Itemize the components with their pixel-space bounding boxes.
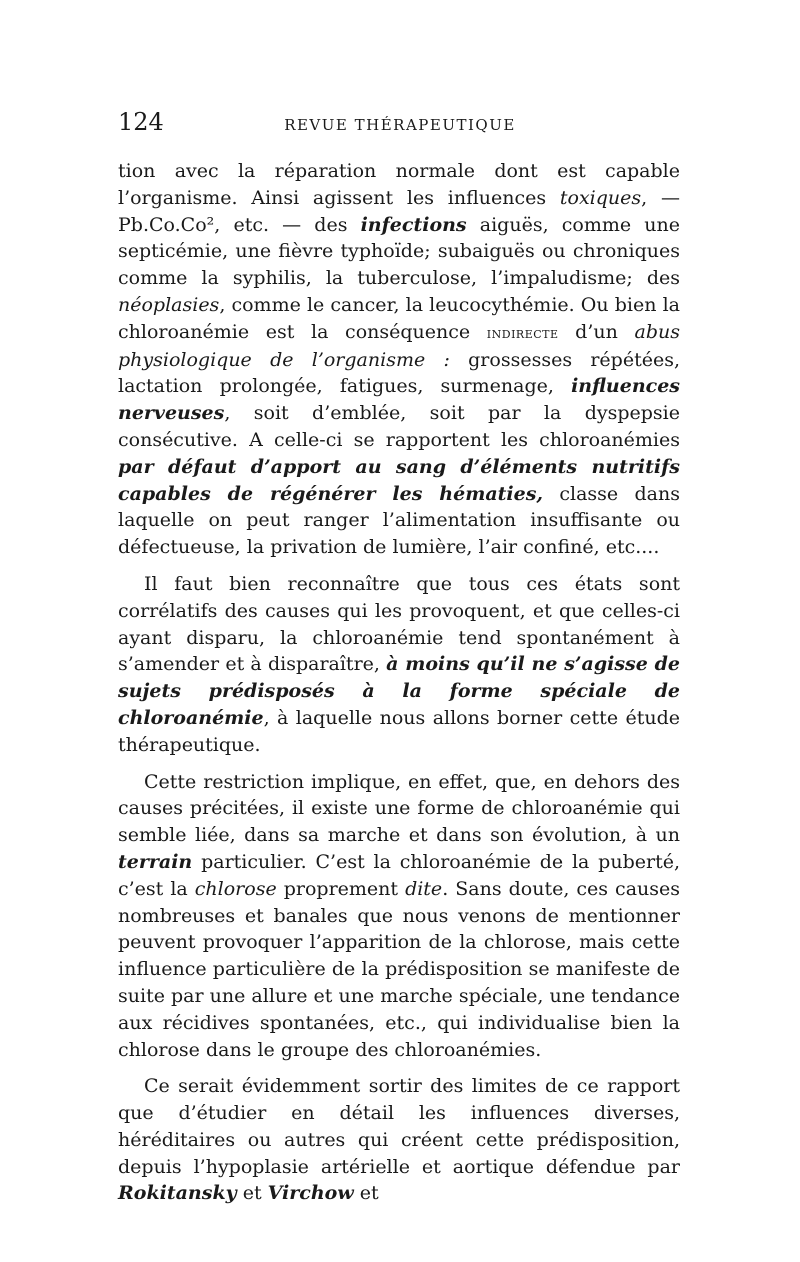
text-run: proprement: [276, 877, 406, 900]
text-run: par défaut d’apport au sang d’éléments nutritifs capables de régénérer les hématies,: [118, 455, 680, 505]
running-head: [118, 108, 680, 148]
text-run: Cette restriction implique, en effet, que, en dehors des causes précitées, il existe une forme de chloroanémie qui semble liée, dans sa marche et dans son évolution, à un: [118, 770, 680, 847]
text-run: indirecte: [486, 323, 559, 342]
text-run: d’un: [558, 320, 635, 343]
text-run: dite: [405, 877, 443, 900]
text-run: particulier. C’est la chloroanémie de la puberté, c’est la: [118, 850, 680, 900]
paragraph: [118, 571, 680, 759]
page-number: 124: [118, 108, 164, 136]
text-run: , à laquelle nous allons borner cette étude thérapeutique.: [118, 706, 680, 756]
text-run: , soit d’emblée, soit par la dyspepsie consécutive. A celle-ci se rapportent les chloroanémies: [118, 402, 680, 451]
text-run: néoplasies: [118, 293, 220, 316]
text-run: Rokitansky: [118, 1182, 237, 1205]
text-run: classe dans laquelle on peut ranger l’alimentation insuffisante ou défectueuse, la privation de lumière, l’air confiné, etc....: [118, 482, 680, 559]
running-title: REVUE THÉRAPEUTIQUE: [284, 116, 516, 134]
text-run: grossesses répétées, lactation prolongée, fatigues, surmenage,: [118, 348, 680, 398]
text-run: terrain: [118, 850, 193, 873]
text-run: tion avec la réparation normale dont est capable l’organisme. Ainsi agissent les influences: [118, 160, 680, 209]
text-run: Il faut bien reconnaître que tous ces états sont corrélatifs des causes qui les provoquent, et que celles-ci ayant disparu, la chloroanémie tend spontanément à s’amender et à disparaître,: [118, 572, 680, 676]
text-run: toxiques: [559, 186, 642, 209]
document-page: [118, 108, 680, 1217]
text-run: et: [353, 1182, 379, 1205]
text-run: infections: [360, 213, 467, 236]
text-run: , comme le cancer, la leucocythémie. Ou bien la chloroanémie est la conséquence: [118, 293, 680, 343]
text-run: , — Pb.Co.Co², etc. — des: [118, 186, 680, 236]
paragraph: [118, 158, 680, 561]
paragraph: [118, 1073, 680, 1207]
text-run: influences nerveuses: [118, 375, 680, 425]
text-run: abus physiologique de l’organisme :: [118, 320, 680, 371]
text-run: Ce serait évidemment sortir des limites de ce rapport que d’étudier en détail les influences diverses, héréditaires ou autres qui créent cette prédisposition, depuis l’hypoplasie artérielle et aortique défendue par: [118, 1075, 680, 1178]
text-run: Virchow: [267, 1182, 354, 1205]
text-run: aiguës, comme une septicémie, une fièvre typhoïde; subaiguës ou chroniques comme la syphilis, la tuberculose, l’impaludisme; des: [118, 213, 680, 290]
text-run: et: [236, 1182, 268, 1205]
text-run: à moins qu’il ne s’agisse de sujets prédisposés à la forme spéciale de chloroanémie: [118, 653, 680, 729]
text-run: . Sans doute, ces causes nombreuses et banales que nous venons de mentionner peuvent provoquer l’apparition de la chlorose, mais cette influence particulière de la prédisposition se manifeste de suite par une allure et une marche spéciale, une tendance aux récidives spontanées, etc., qui individualise bien la chlorose dans le groupe des chloroanémies.: [118, 877, 681, 1061]
paragraph: [118, 769, 680, 1064]
text-run: chlorose: [194, 877, 277, 900]
